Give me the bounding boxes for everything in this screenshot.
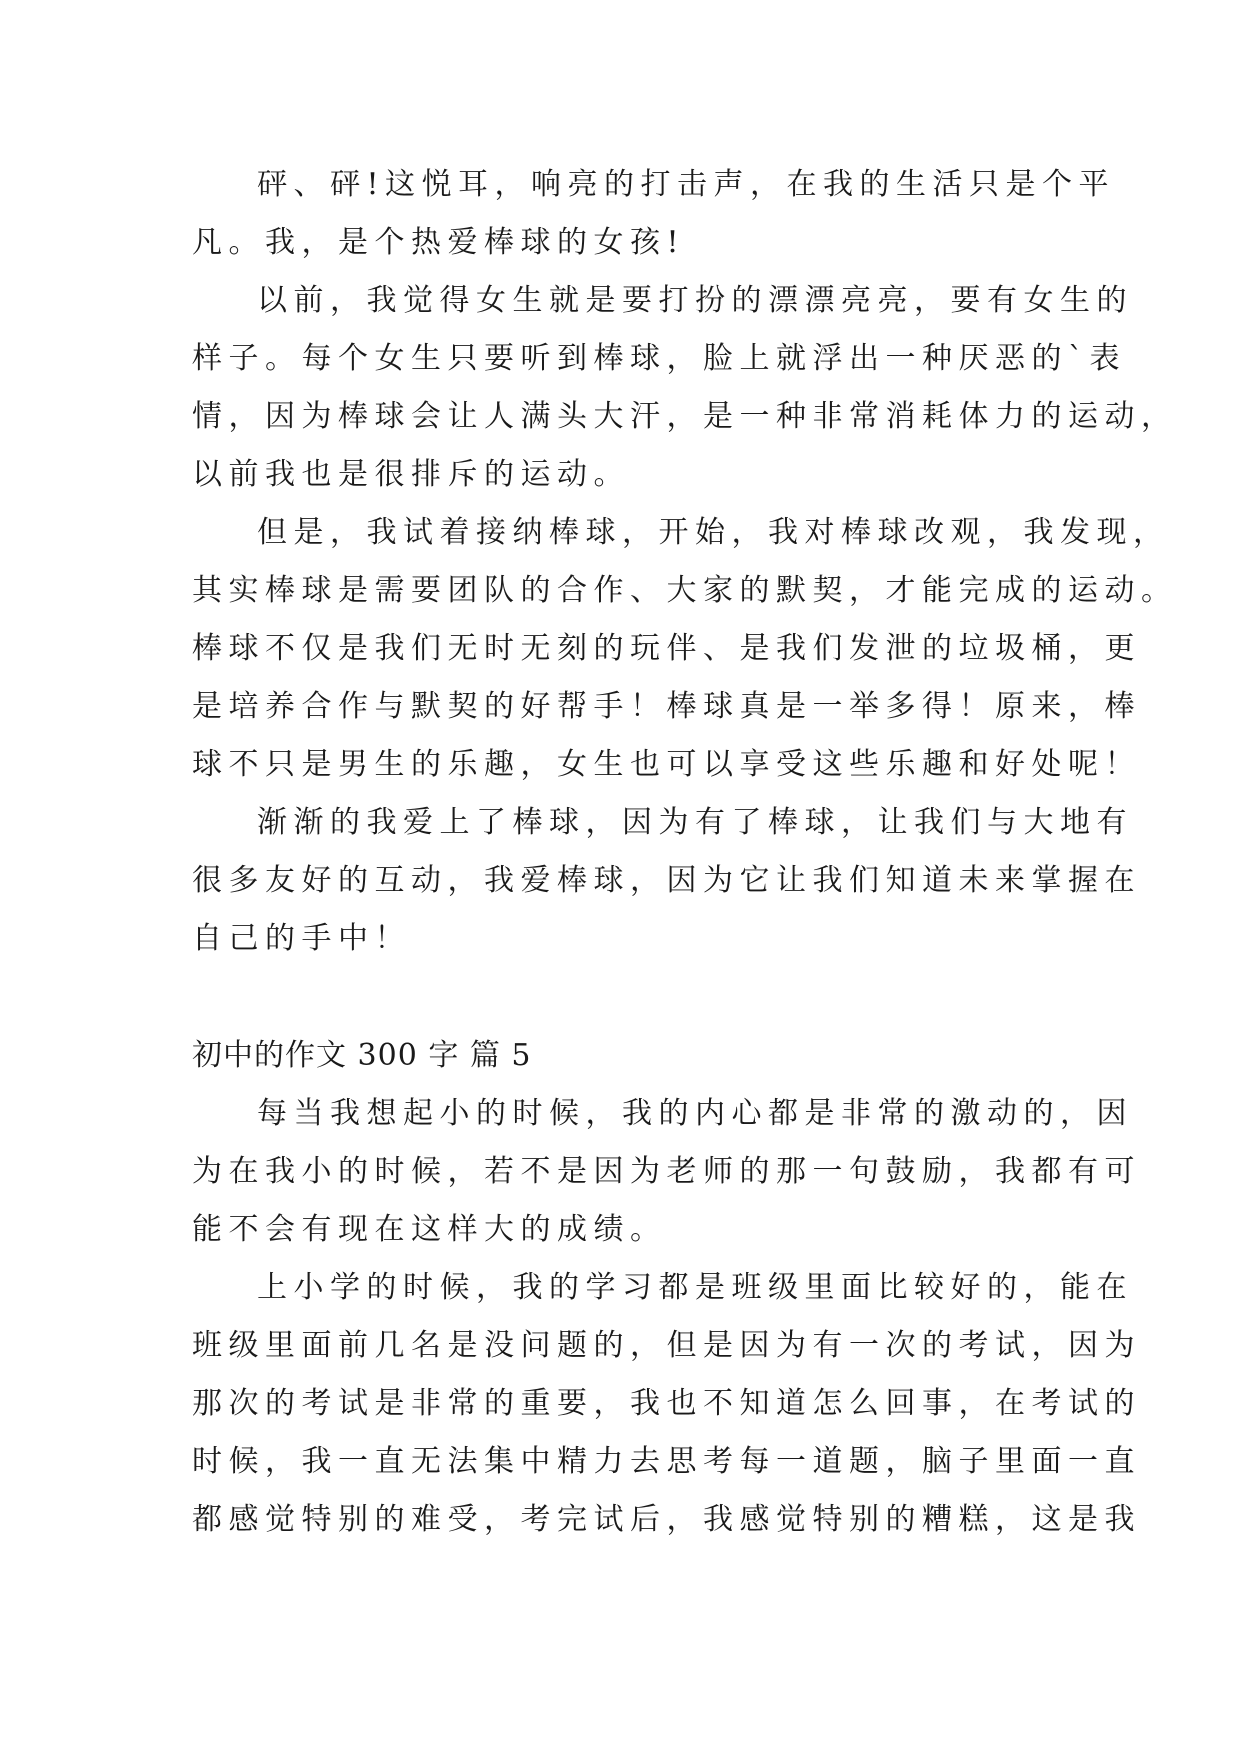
section-heading: 初中的作文 300 字 篇 5 <box>192 1038 532 1073</box>
paragraph-line: 很多友好的互动，我爱棒球，因为它让我们知道未来掌握在 <box>192 863 1141 898</box>
paragraph-line: 样子。每个女生只要听到棒球，脸上就浮出一种厌恶的`表 <box>192 341 1126 376</box>
paragraph-line: 是培养合作与默契的好帮手！棒球真是一举多得！原来，棒 <box>192 689 1141 724</box>
paragraph-line: 渐渐的我爱上了棒球，因为有了棒球，让我们与大地有 <box>257 805 1133 840</box>
paragraph-line: 但是，我试着接纳棒球，开始，我对棒球改观，我发现， <box>257 515 1170 550</box>
paragraph-line: 其实棒球是需要团队的合作、大家的默契，才能完成的运动。 <box>192 573 1178 608</box>
paragraph-line: 每当我想起小的时候，我的内心都是非常的激动的，因 <box>257 1096 1133 1131</box>
paragraph-line: 球不只是男生的乐趣，女生也可以享受这些乐趣和好处呢！ <box>192 747 1141 782</box>
paragraph-line: 能不会有现在这样大的成绩。 <box>192 1212 667 1247</box>
paragraph-line: 自己的手中！ <box>192 921 411 956</box>
paragraph-line: 棒球不仅是我们无时无刻的玩伴、是我们发泄的垃圾桶，更 <box>192 631 1141 666</box>
paragraph-line: 情，因为棒球会让人满头大汗，是一种非常消耗体力的运动， <box>192 399 1178 434</box>
paragraph-line: 都感觉特别的难受，考完试后，我感觉特别的糟糕，这是我 <box>192 1502 1141 1537</box>
paragraph-line: 为在我小的时候，若不是因为老师的那一句鼓励，我都有可 <box>192 1154 1141 1189</box>
paragraph-line: 凡。我，是个热爱棒球的女孩! <box>192 225 686 260</box>
paragraph-line: 以前我也是很排斥的运动。 <box>192 457 630 492</box>
paragraph-line: 砰、砰!这悦耳，响亮的打击声，在我的生活只是个平 <box>257 167 1116 202</box>
paragraph-line: 班级里面前几名是没问题的，但是因为有一次的考试，因为 <box>192 1328 1141 1363</box>
paragraph-line: 以前，我觉得女生就是要打扮的漂漂亮亮，要有女生的 <box>257 283 1133 318</box>
paragraph-line: 时候，我一直无法集中精力去思考每一道题，脑子里面一直 <box>192 1444 1141 1479</box>
paragraph-line: 那次的考试是非常的重要，我也不知道怎么回事，在考试的 <box>192 1386 1141 1421</box>
paragraph-line: 上小学的时候，我的学习都是班级里面比较好的，能在 <box>257 1270 1133 1305</box>
